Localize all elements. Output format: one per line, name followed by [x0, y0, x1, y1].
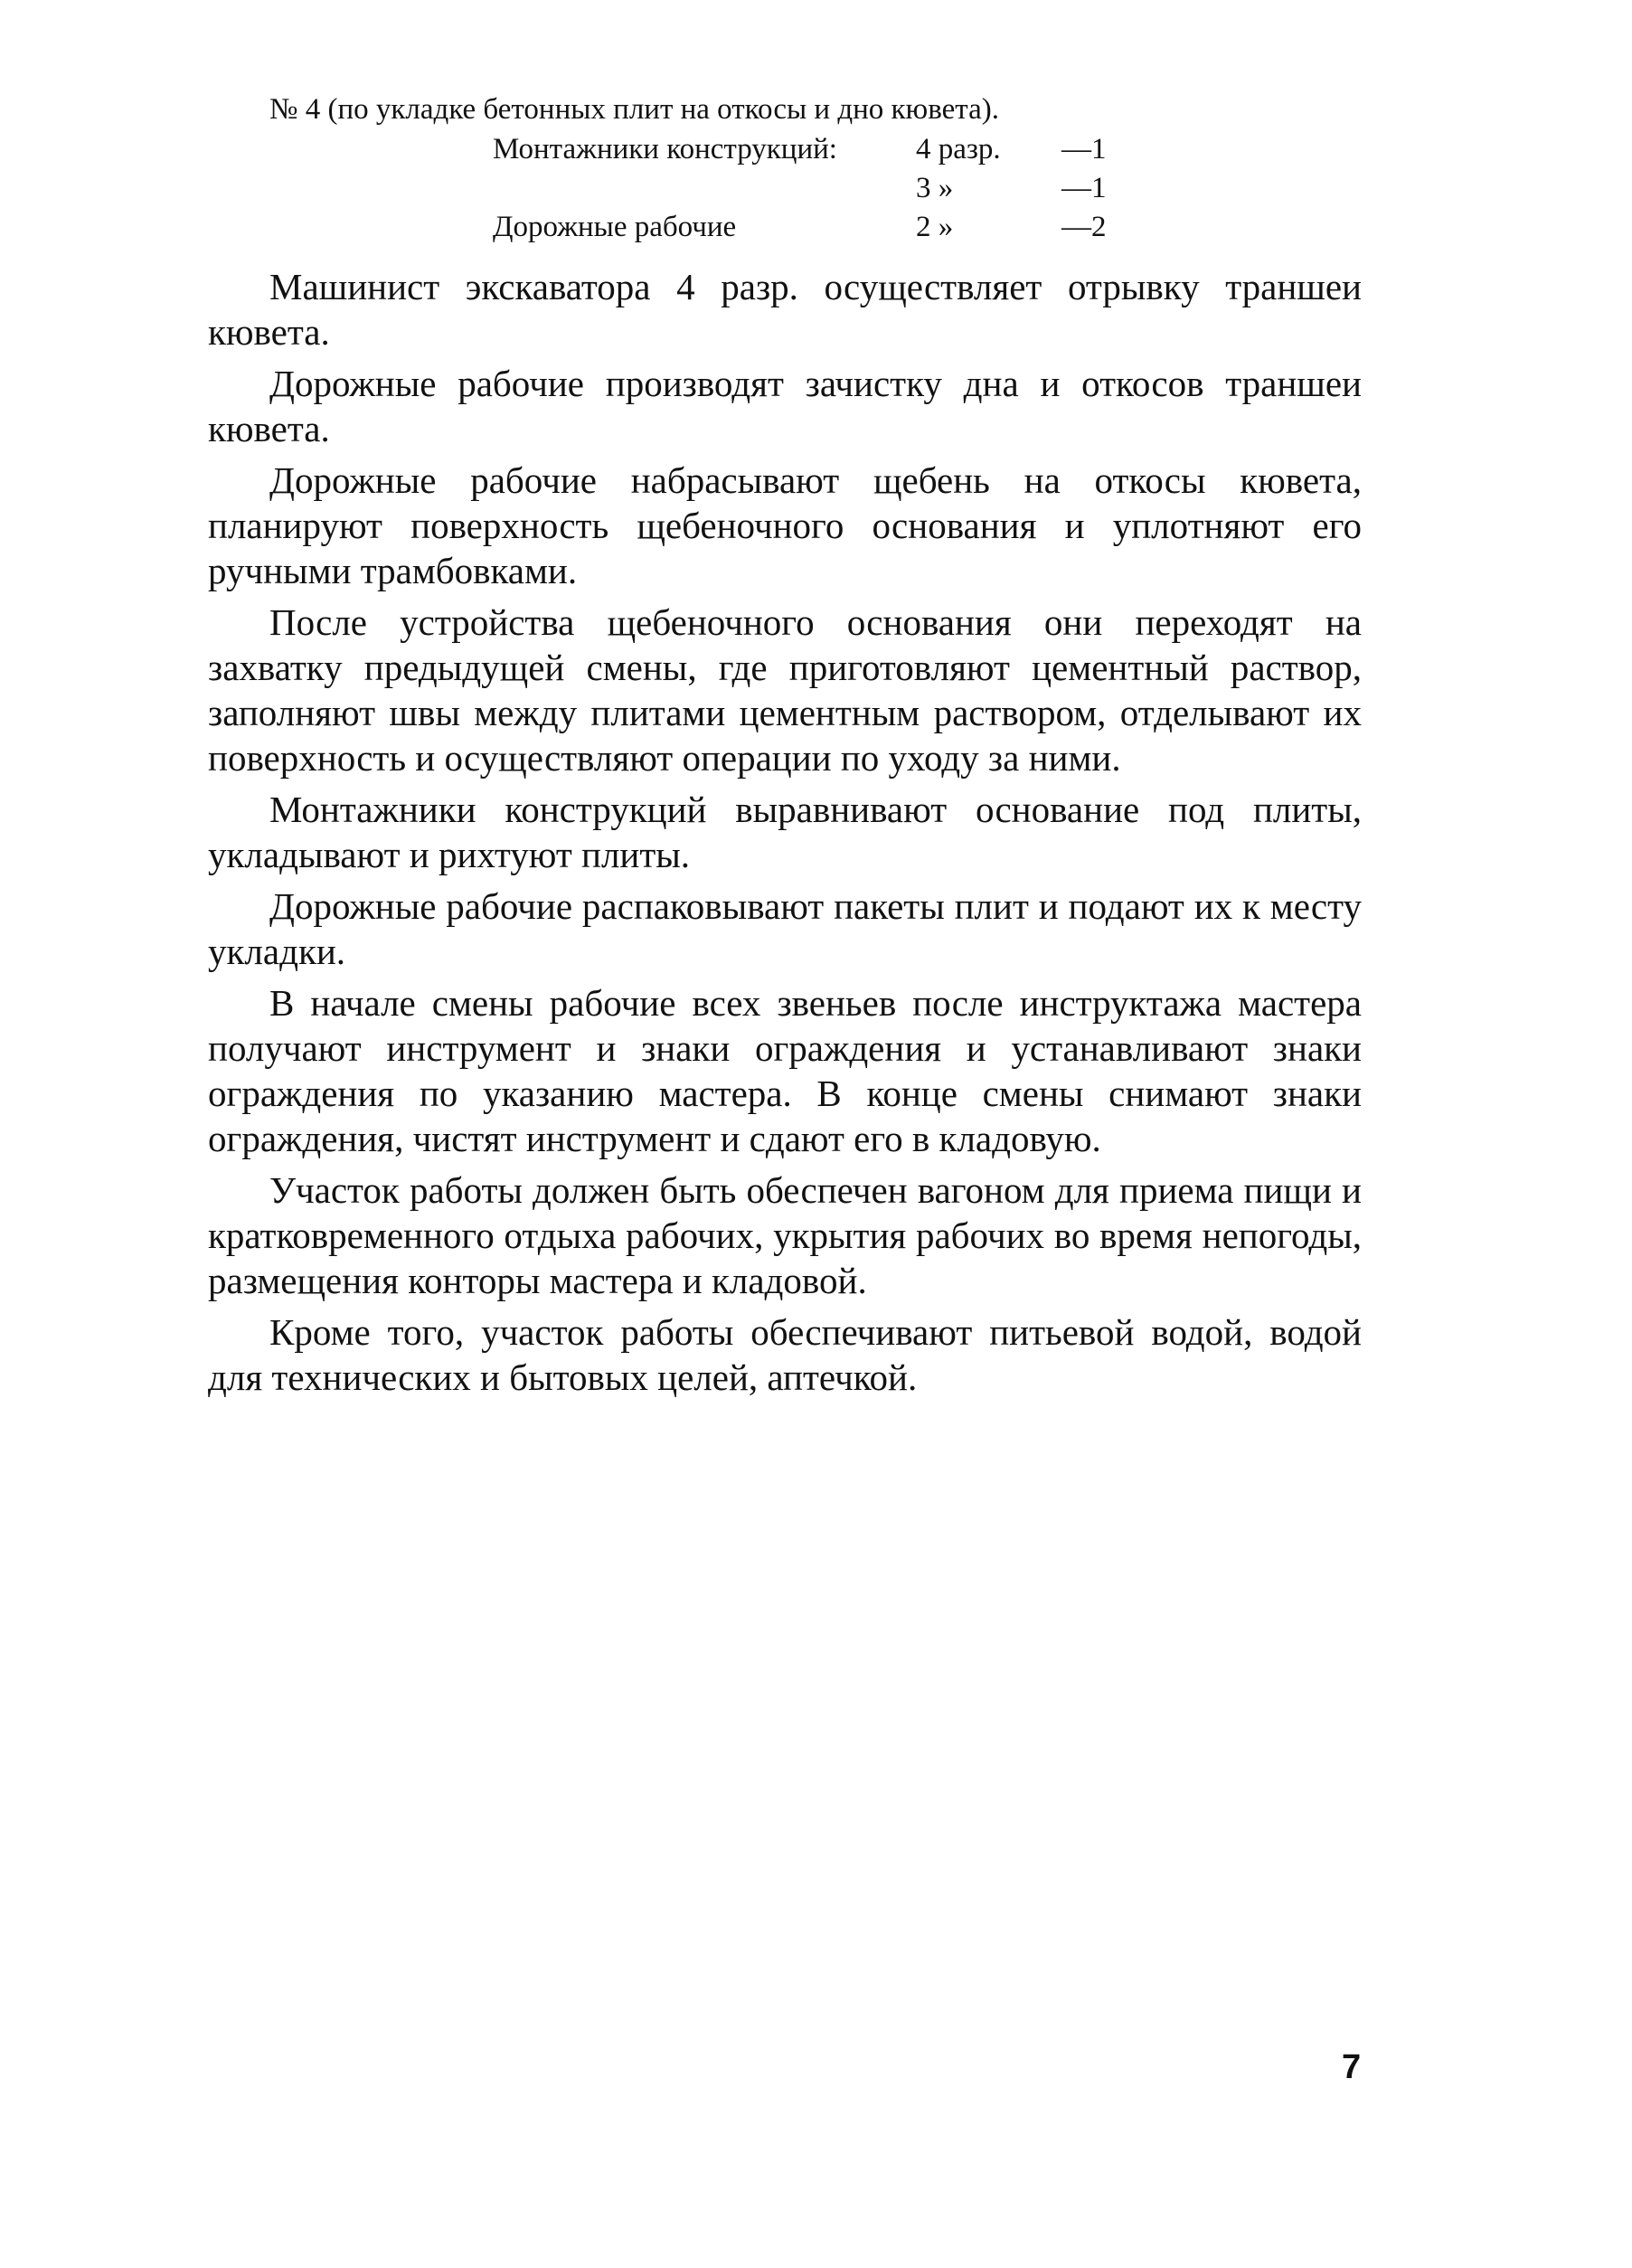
- crew-row: [0, 130, 1632, 169]
- crew-count: —2: [1061, 211, 1107, 243]
- paragraph-gravel: Дорожные рабочие набрасывают щебень на откосы кювета, планируют поверхность щебеночного основания и уплотняют его ручными трамбовками.: [208, 459, 1362, 591]
- paragraph-trench-cleaning: Дорожные рабочие производят зачистку дна и откосов траншеи кювета.: [208, 363, 1362, 449]
- crew-grade: 4 разр.: [916, 133, 1001, 165]
- page-number: 7: [1342, 2048, 1362, 2086]
- paragraph-cement: После устройства щебеночного основания они переходят на захватку предыдущей смены, где приготовляют цементный раствор, заполняют швы между плитами цементным раствором, отделывают их поверхность и осуществляют операции по уходу за ними.: [208, 601, 1362, 779]
- body-text: [208, 264, 1362, 1406]
- paragraph-shift-start: В начале смены рабочие всех звеньев после инструктажа мастера получают инструмент и знаки ограждения и устанавливают знаки ограждения по указанию мастера. В конце смены снимают знаки ограждения, чистят инструмент и сдают его в кладовую.: [208, 982, 1362, 1159]
- crew-row: [0, 208, 1632, 247]
- paragraph-installers: Монтажники конструкций выравнивают основание под плиты, укладывают и рихтуют плиты.: [208, 789, 1362, 875]
- crew-composition-table: [0, 130, 1632, 247]
- crew-count: —1: [1061, 133, 1107, 165]
- crew-role: Дорожные рабочие: [493, 211, 737, 243]
- crew-role: Монтажники конструкций:: [493, 133, 837, 165]
- paragraph-water: Кроме того, участок работы обеспечивают питьевой водой, водой для технических и бытовых целей, аптечкой.: [208, 1311, 1362, 1398]
- brigade-heading: № 4 (по укладке бетонных плит на откосы и дно кювета).: [269, 93, 999, 126]
- paragraph-excavator: Машинист экскаватора 4 разр. осуществляет отрывку траншеи кювета.: [208, 266, 1362, 353]
- crew-grade: 2 »: [916, 211, 954, 243]
- crew-row: [0, 169, 1632, 208]
- paragraph-unpacking: Дорожные рабочие распаковывают пакеты плит и подают их к месту укладки.: [208, 885, 1362, 972]
- crew-grade: 3 »: [916, 172, 954, 204]
- paragraph-wagon: Участок работы должен быть обеспечен вагоном для приема пищи и кратковременного отдыха рабочих, укрытия рабочих во время непогоды, размещения конторы мастера и кладовой.: [208, 1169, 1362, 1301]
- crew-count: —1: [1061, 172, 1107, 204]
